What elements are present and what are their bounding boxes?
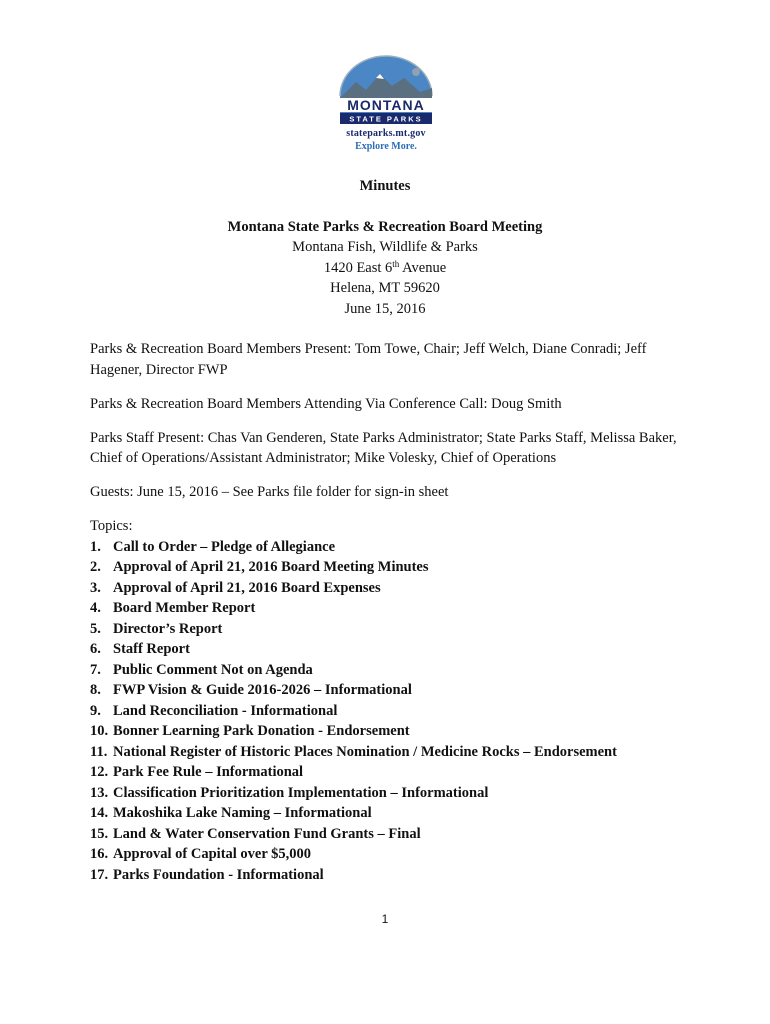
list-item	[90, 619, 690, 640]
topic-text: Land & Water Conservation Fund Grants – Final	[113, 825, 421, 842]
list-item	[90, 680, 690, 701]
topic-number: 5.	[90, 620, 101, 637]
list-item	[90, 844, 690, 865]
topic-number: 13.	[90, 784, 109, 801]
list-item	[90, 824, 690, 845]
city-state-zip: Helena, MT 59620	[330, 280, 440, 296]
guests-paragraph: Guests: June 15, 2016 – See Parks file folder for sign-in sheet	[90, 484, 449, 500]
logo-brand-text: MONTANA	[347, 97, 425, 113]
topics-heading: Topics:	[90, 518, 133, 534]
topic-text: Public Comment Not on Agenda	[113, 661, 313, 678]
topic-number: 17.	[90, 866, 109, 883]
topic-number: 6.	[90, 641, 101, 657]
logo-website: stateparks.mt.gov	[346, 128, 426, 139]
topic-number: 9.	[90, 702, 101, 719]
montana-state-parks-logo	[326, 52, 446, 160]
topic-text: Bonner Learning Park Donation - Endorsement	[113, 723, 410, 739]
topic-text: Director’s Report	[113, 620, 223, 637]
list-item	[90, 762, 690, 783]
list-item	[90, 660, 690, 681]
topic-number: 1.	[90, 538, 101, 555]
topic-number: 12.	[90, 764, 109, 780]
list-item	[90, 803, 690, 824]
page-number: 1	[381, 912, 389, 926]
topic-text: Park Fee Rule – Informational	[113, 764, 304, 780]
list-item	[90, 783, 690, 804]
list-item	[90, 639, 690, 660]
topic-text: Call to Order – Pledge of Allegiance	[113, 538, 336, 555]
logo-subtitle-text: STATE PARKS	[349, 114, 423, 124]
document-body	[90, 339, 690, 885]
document-title: Minutes	[359, 178, 411, 194]
topic-text: Land Reconciliation - Informational	[113, 702, 338, 719]
topic-number: 7.	[90, 661, 101, 678]
topic-text: FWP Vision & Guide 2016-2026 – Informational	[113, 682, 412, 698]
topic-text: Approval of April 21, 2016 Board Expenses	[113, 579, 381, 596]
meeting-title: Montana State Parks & Recreation Board Meeting	[227, 218, 543, 235]
list-item	[90, 865, 690, 886]
topic-text: Approval of Capital over $5,000	[113, 846, 312, 862]
street-address	[0, 258, 770, 279]
logo-emblem	[326, 52, 446, 128]
topic-number: 4.	[90, 600, 101, 616]
topic-number: 15.	[90, 825, 109, 842]
topic-number: 8.	[90, 682, 101, 698]
address-suffix: Avenue	[399, 259, 447, 276]
topic-text: Approval of April 21, 2016 Board Meeting Minutes	[113, 559, 429, 575]
address-prefix: 1420 East 6	[323, 259, 393, 276]
topic-text: Staff Report	[113, 641, 190, 657]
list-item	[90, 742, 690, 763]
list-item	[90, 557, 690, 578]
topic-text: Parks Foundation - Informational	[113, 866, 324, 883]
document-header	[0, 176, 770, 319]
list-item	[90, 701, 690, 722]
topic-text: Board Member Report	[113, 600, 256, 616]
topic-text: Classification Prioritization Implementation – Informational	[113, 784, 489, 801]
staff-present-paragraph: Parks Staff Present: Chas Van Genderen, State Parks Administrator; State Parks Staff, Melissa Baker, Chief of Operations/Assistant Administrator; Mike Volesky, Chief of Operations	[90, 429, 677, 466]
conference-call-paragraph: Parks & Recreation Board Members Attending Via Conference Call: Doug Smith	[90, 395, 562, 412]
topic-text: National Register of Historic Places Nomination / Medicine Rocks – Endorsement	[113, 743, 617, 760]
list-item	[90, 537, 690, 558]
topic-number: 11.	[90, 743, 108, 760]
logo-tagline: Explore More.	[355, 141, 417, 152]
list-item	[90, 721, 690, 742]
topic-number: 16.	[90, 846, 109, 862]
address-superscript: th	[392, 258, 400, 269]
topic-text: Makoshika Lake Naming – Informational	[113, 805, 372, 821]
topic-number: 3.	[90, 579, 101, 596]
topics-list	[90, 537, 690, 886]
topic-number: 14.	[90, 805, 109, 821]
list-item	[90, 598, 690, 619]
topic-number: 10.	[90, 723, 109, 739]
agency-name: Montana Fish, Wildlife & Parks	[292, 239, 478, 255]
members-present-paragraph: Parks & Recreation Board Members Present: Tom Towe, Chair; Jeff Welch, Diane Conradi; Jeff Hagener, Director FWP	[90, 341, 647, 378]
topic-number: 2.	[90, 559, 101, 575]
list-item	[90, 578, 690, 599]
meeting-date: June 15, 2016	[344, 300, 426, 317]
